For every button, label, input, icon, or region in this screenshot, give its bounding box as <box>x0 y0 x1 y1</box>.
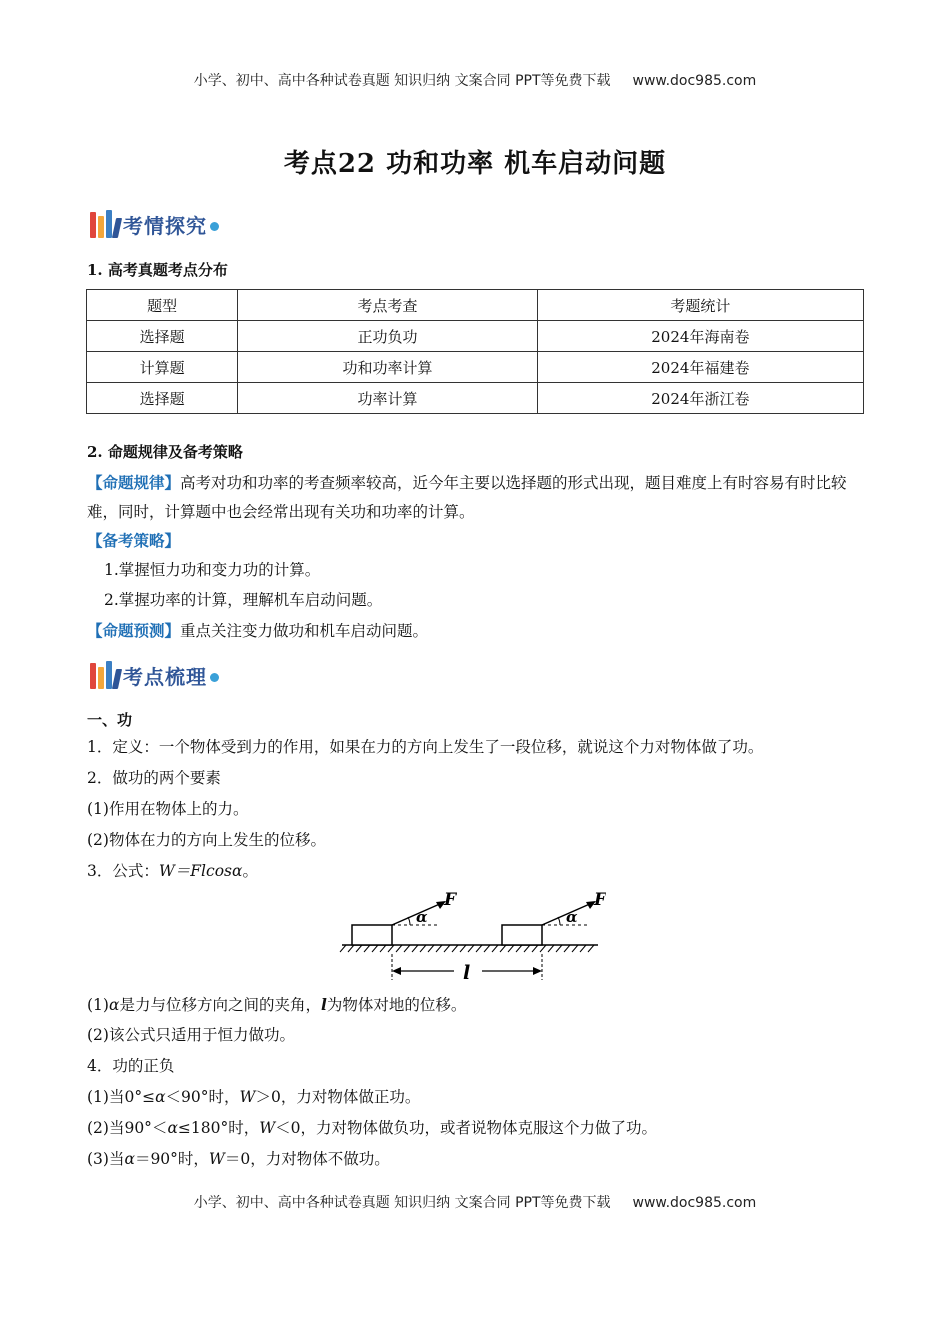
table-row <box>87 321 864 352</box>
note1-c: 为物体对地的位移。 <box>326 996 467 1014</box>
predict-paragraph <box>87 616 867 646</box>
angle-label: α <box>416 908 428 926</box>
strategy-tag: 【备考策略】 <box>87 531 181 550</box>
banner-explore <box>90 207 219 241</box>
note1-a: (1) <box>87 996 109 1014</box>
formula-suffix: 。 <box>242 862 258 880</box>
table-cell: 2024年福建卷 <box>537 352 863 383</box>
force-label: F <box>594 890 606 910</box>
bullet-icon <box>210 673 219 682</box>
rule-tag: 【命题规律】 <box>87 473 181 492</box>
note1-line <box>87 990 867 1020</box>
footer-url[interactable]: www.doc985.com <box>632 1195 757 1211</box>
exam-distribution-table <box>86 289 864 414</box>
s3-c: ＝0，力对物体不做功。 <box>224 1150 390 1168</box>
table-cell: 2024年浙江卷 <box>537 383 863 414</box>
sign-case-3 <box>87 1145 867 1174</box>
table-cell: 正功负功 <box>238 321 537 352</box>
s2-c: ＜0，力对物体做负功，或者说物体克服这个力做了功。 <box>275 1119 658 1137</box>
sign-case-2 <box>87 1114 867 1143</box>
force-label: F <box>444 890 457 910</box>
s3-a: (3)当 <box>87 1150 125 1168</box>
books-icon <box>90 210 120 238</box>
note1-alpha: α <box>108 996 120 1014</box>
books-icon <box>90 661 120 689</box>
work-diagram <box>336 888 606 983</box>
table-cell: 功率计算 <box>238 383 537 414</box>
table-row <box>87 383 864 414</box>
s1-w: W <box>239 1088 256 1106</box>
note1-b: 是力与位移方向之间的夹角， <box>119 996 321 1014</box>
strategy-tag-line <box>87 526 867 556</box>
element-item: (1)作用在物体上的力。 <box>87 800 249 818</box>
strategy-item: 1.掌握恒力功和变力功的计算。 <box>104 561 321 579</box>
predict-tag: 【命题预测】 <box>87 621 181 640</box>
s2-w: W <box>259 1119 276 1137</box>
banner-explore-label: 考情探究 <box>123 213 207 238</box>
s1-b: ＜90°时， <box>165 1088 240 1106</box>
table-cell: 2024年海南卷 <box>537 321 863 352</box>
s1-alpha: α <box>155 1088 166 1106</box>
s3-w: W <box>208 1150 225 1168</box>
bullet-icon <box>210 222 219 231</box>
table-header-row <box>87 290 864 321</box>
formula-prefix: 3．公式： <box>87 862 159 880</box>
table-header-cell: 题型 <box>87 290 238 321</box>
page-footer <box>0 1192 950 1212</box>
s3-alpha: α <box>124 1150 135 1168</box>
elements-title: 2．做功的两个要素 <box>87 769 221 787</box>
table-cell: 计算题 <box>87 352 238 383</box>
page-title: 考点22 功和功率 机车启动问题 <box>283 149 667 179</box>
s1-a: (1)当0°≤ <box>87 1088 156 1106</box>
displacement-label: l <box>463 962 471 983</box>
predict-text: 重点关注变力做功和机车启动问题。 <box>180 622 429 640</box>
s2-alpha: α <box>167 1119 178 1137</box>
rule-paragraph <box>87 468 867 527</box>
banner-sort-label: 考点梳理 <box>123 664 207 689</box>
note2-line: (2)该公式只适用于恒力做功。 <box>87 1026 295 1044</box>
note1-l: l <box>320 995 327 1014</box>
page-header <box>0 70 950 90</box>
table-cell: 选择题 <box>87 383 238 414</box>
header-text: 小学、初中、高中各种试卷真题 知识归纳 文案合同 PPT等免费下载 <box>193 73 611 89</box>
table-cell: 选择题 <box>87 321 238 352</box>
banner-sort <box>90 658 219 692</box>
section2-heading: 2. 命题规律及备考策略 <box>87 443 243 461</box>
table-header-cell: 考题统计 <box>537 290 863 321</box>
section1-heading: 1. 高考真题考点分布 <box>87 261 228 279</box>
s2-b: ≤180°时， <box>177 1119 260 1137</box>
definition-line: 1．定义：一个物体受到力的作用，如果在力的方向上发生了一段位移，就说这个力对物体做了功。 <box>87 738 764 756</box>
s3-b: ＝90°时， <box>134 1150 209 1168</box>
element-item: (2)物体在力的方向上发生的位移。 <box>87 831 326 849</box>
sign-title: 4．功的正负 <box>87 1057 175 1075</box>
footer-text: 小学、初中、高中各种试卷真题 知识归纳 文案合同 PPT等免费下载 <box>193 1195 611 1211</box>
table-header-cell: 考点考查 <box>238 290 537 321</box>
s1-c: ＞0，力对物体做正功。 <box>255 1088 421 1106</box>
table-row <box>87 352 864 383</box>
header-url[interactable]: www.doc985.com <box>632 73 757 89</box>
sign-case-1 <box>87 1083 867 1112</box>
table-cell: 功和功率计算 <box>238 352 537 383</box>
rule-text: 高考对功和功率的考查频率较高，近今年主要以选择题的形式出现，题目难度上有时容易有时比较难，同时，计算题中也会经常出现有关功和功率的计算。 <box>87 474 847 521</box>
formula: W＝Flcosα <box>158 862 243 880</box>
strategy-item: 2.掌握功率的计算，理解机车启动问题。 <box>104 591 383 609</box>
formula-line <box>87 857 867 886</box>
part1-heading: 一、功 <box>87 711 133 729</box>
angle-label: α <box>566 908 578 926</box>
s2-a: (2)当90°＜ <box>87 1119 168 1137</box>
